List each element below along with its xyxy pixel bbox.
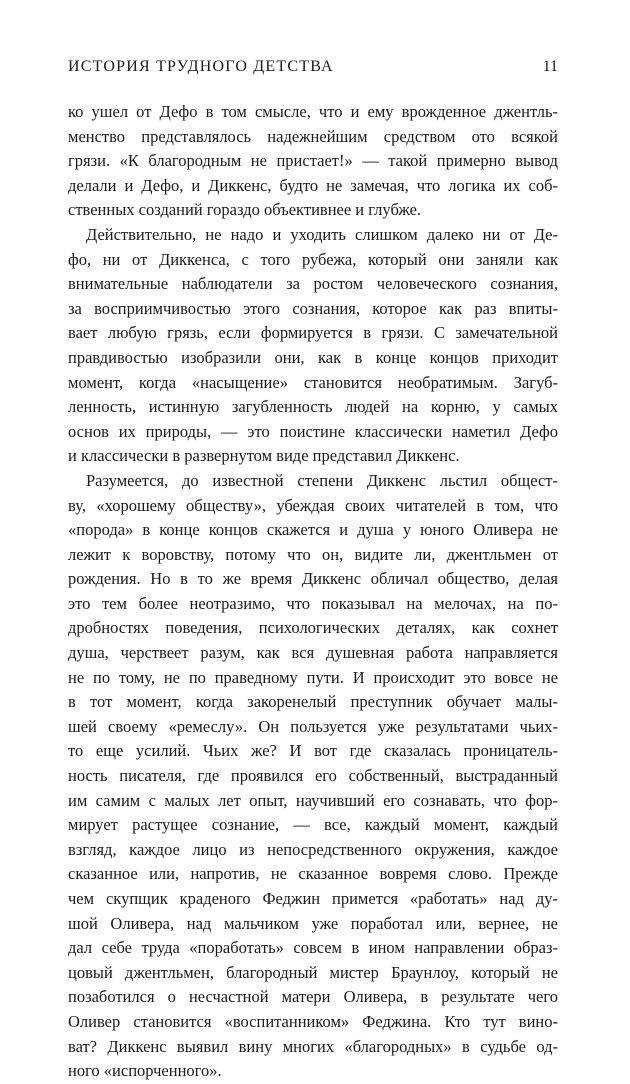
text-line: момент, когда «насыщение» становится необратимым. Загуб- [68, 372, 558, 392]
text-line: дробностях поведения, психологических деталях, как сохнет [68, 618, 558, 638]
text-line: шей своему «ремеслу». Он пользуется уже результатами чьих- [68, 716, 558, 736]
text-line: дал себе труда «поработать» совсем в ином направлении образ- [68, 938, 558, 958]
text-line: ко ушел от Дефо в том смысле, что и ему врожденное джентль- [68, 102, 558, 121]
text-line: то еще усилий. Чьих же? И вот где сказалась проницатель- [68, 741, 558, 761]
text-line: Оливер становится «воспитанником» Феджина. Кто тут вино- [68, 1011, 558, 1031]
text-line: правдивостью изобразили они, как в конце концов приходит [68, 347, 558, 367]
page-number: 11 [542, 58, 558, 75]
text-line: взгляд, каждое лицо из непосредственного окружения, каждое [68, 839, 558, 859]
text-line: делали и Дефо, и Диккенс, будто не замечая, что логика их соб- [68, 175, 558, 195]
text-line: и классически в развернутом виде представил Диккенс. [68, 446, 460, 466]
text-line: шой Оливера, над мальчиком уже поработал или, вернее, не [68, 913, 558, 933]
text-line: лежит к воровству, потому что он, видите ли, джентльмен от [68, 544, 558, 564]
text-line: ленность, истинную загубленность людей на корню, у самых [68, 397, 558, 417]
text-line: грязи. «К благородным не пристает!» — такой примерно вывод [68, 151, 558, 171]
paragraph [68, 469, 558, 1084]
text-line: сказанное или, напротив, не сказанное вовремя слово. Прежде [68, 864, 558, 884]
text-line: ву, «хорошему обществу», убеждая своих читателей в том, что [68, 495, 558, 515]
text-line: Действительно, не надо и уходить слишком далеко ни от Де- [86, 224, 558, 244]
paragraph [68, 100, 558, 223]
text-line: не по тому, не по праведному пути. И происходит это вовсе не [68, 667, 558, 687]
text-line: в тот момент, когда закоренелый преступник обучает малы- [68, 692, 558, 712]
text-line: им самим с малых лет опыт, научивший его сознавать, что фор- [68, 790, 558, 810]
text-line: Разумеется, до известной степени Диккенс льстил общест- [86, 470, 558, 490]
text-line: менство представлялось надежнейшим средством ото всякой [68, 126, 558, 146]
text-line: основ их природы, — это поистине классически наметил Дефо [68, 421, 558, 441]
text-line: вает любую грязь, если формируется в грязи. С замечательной [68, 323, 558, 343]
running-title: ИСТОРИЯ ТРУДНОГО ДЕТСТВА [68, 58, 334, 75]
paragraph [68, 223, 558, 469]
text-line: позаботился о несчастной матери Оливера, в результате чего [68, 987, 558, 1007]
text-line: внимательные наблюдатели за ростом человеческого сознания, [68, 274, 558, 294]
body-text [68, 100, 558, 1084]
text-line: ственных созданий гораздо объективнее и глубже. [68, 200, 422, 220]
text-line: ват? Диккенс выявил вину многих «благородных» в судьбе од- [68, 1036, 558, 1056]
text-line: чем скупщик краденого Феджин примется «работать» над ду- [68, 889, 558, 908]
text-line: душа, черствеет разум, как вся душевная работа направляется [68, 643, 558, 663]
text-line: фо, ни от Диккенса, с того рубежа, который они заняли как [68, 249, 558, 269]
text-line: за восприимчивостью этого сознания, которое как раз впиты- [68, 298, 558, 318]
text-line: это тем более неотразимо, что показывал на мелочах, на по- [68, 593, 558, 613]
running-header [68, 55, 558, 79]
text-line: ность писателя, где проявился его собственный, выстраданный [68, 766, 558, 786]
text-line: мирует растущее сознание, — все, каждый момент, каждый [68, 815, 558, 835]
text-line: цовый джентльмен, благородный мистер Браунлоу, который не [68, 962, 558, 982]
text-line: «порода» в конце концов скажется и душа у юного Оливера не [68, 520, 558, 540]
text-line: рождения. Но в то же время Диккенс обличал общество, делая [68, 569, 558, 589]
text-line: ного «испорченного». [68, 1061, 222, 1081]
